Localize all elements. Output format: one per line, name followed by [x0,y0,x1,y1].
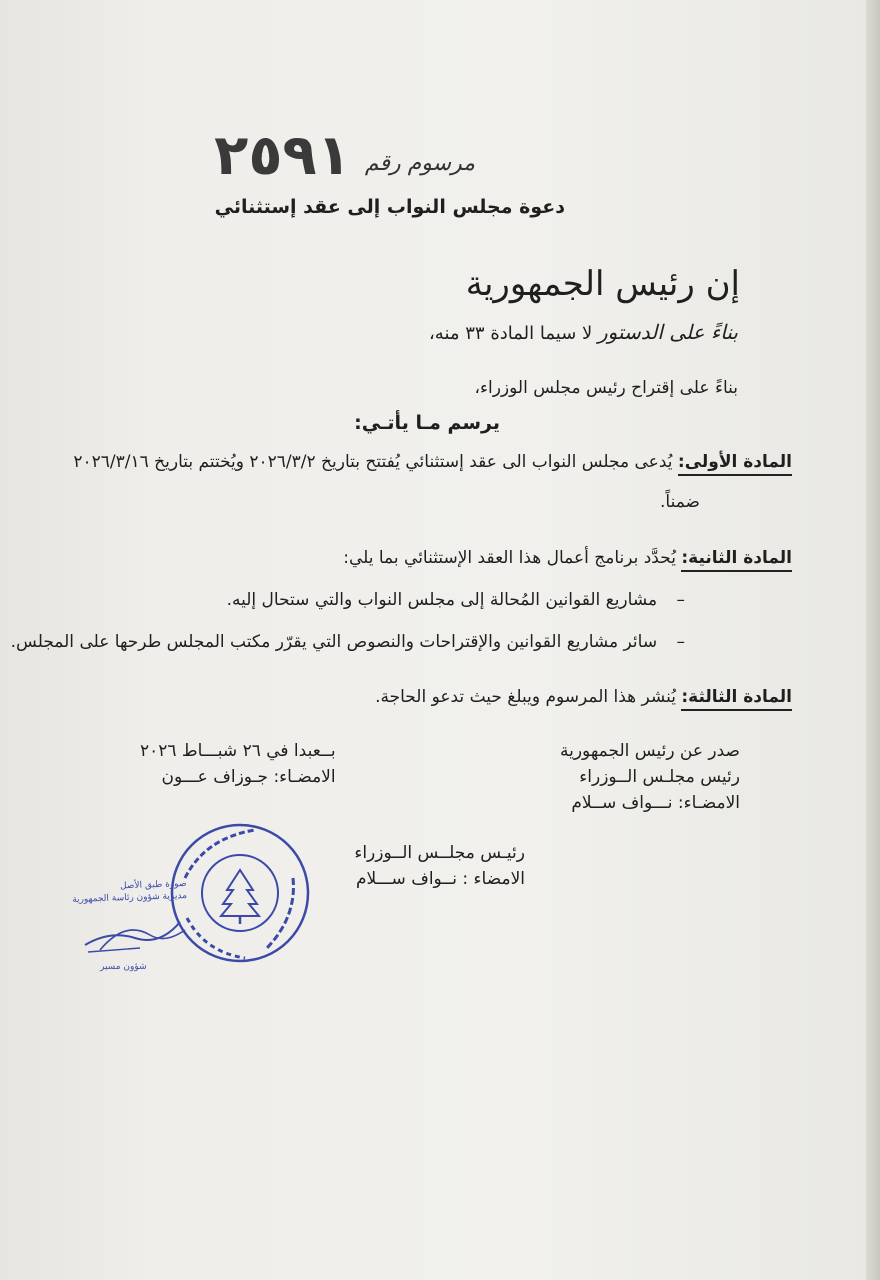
constitution-clause [429,320,738,344]
list-item [227,590,685,610]
article-first-text: يُدعى مجلس النواب الى عقد إستثنائي يُفتتح بتاريخ ٢٠٢٦/٣/٢ ويُختتم بتاريخ ٢٠٢٦/٣/١٦ [73,452,673,472]
article-first-continuation: ضمناً. [660,492,700,512]
article-second [343,548,792,568]
article-second-label: المادة الثانية: [681,548,792,572]
article-third-label: المادة الثالثة: [681,687,792,711]
decree-header [214,123,475,188]
place-date-block [140,738,336,790]
article-first-label: المادة الأولى: [678,452,792,476]
clerk-note: شؤون مسير [100,962,147,972]
pm-title: رئيس مجلـس الــوزراء [579,767,740,787]
dash-icon: – [676,632,685,652]
president-signature: الامضـاء: جـوزاف عـــون [161,767,336,787]
pm-signature: الامضـاء: نـــواف ســلام [571,793,740,813]
bullet-text-1: مشاريع القوانين المُحالة إلى مجلس النواب والتي ستحال إليه. [226,590,658,610]
decree-label: مرسوم رقم [364,151,475,176]
decrees-heading: يرسم مـا يأتـي: [354,412,500,434]
handwritten-signature-icon [80,900,190,960]
article-first [73,452,792,472]
proposal-clause: بناءً على إقتراح رئيس مجلس الوزراء، [474,378,738,398]
bullet-text-2: سائر مشاريع القوانين والإقتراحات والنصوص التي يقرّر مكتب المجلس طرحها على المجلس. [10,632,658,652]
issued-by: صدر عن رئيس الجمهورية [560,741,740,761]
article-third [375,687,792,707]
list-item [11,632,685,652]
issuer-block [560,738,740,816]
pm-countersign-block [354,840,525,892]
article-second-text: يُحدَّد برنامج أعمال هذا العقد الإستثنائي بما يلي: [343,548,676,568]
certification-line-1: صورة طبق الأصل [119,879,187,892]
page-edge-shadow [866,0,880,1280]
place-date: بــعبدا في ٢٦ شبـــاط ٢٠٢٦ [140,741,336,761]
president-title: إن رئيس الجمهورية [465,264,740,304]
pm-title: رئيـس مجلــس الــوزراء [354,843,525,863]
dash-icon: – [676,590,685,610]
constitution-rest: لا سيما المادة ٣٣ منه، [429,323,593,344]
pm-signature: الامضاء : نــواف ســـلام [355,869,525,889]
decree-number: ٢٥٩١ [214,123,351,188]
certification-line-2: مديرية شؤون رئاسة الجمهورية [72,890,188,905]
decree-subject: دعوة مجلس النواب إلى عقد إستثنائي [214,196,565,218]
article-third-text: يُنشر هذا المرسوم ويبلغ حيث تدعو الحاجة. [375,687,676,707]
constitution-intro: بناءً على الدستور [598,320,738,344]
